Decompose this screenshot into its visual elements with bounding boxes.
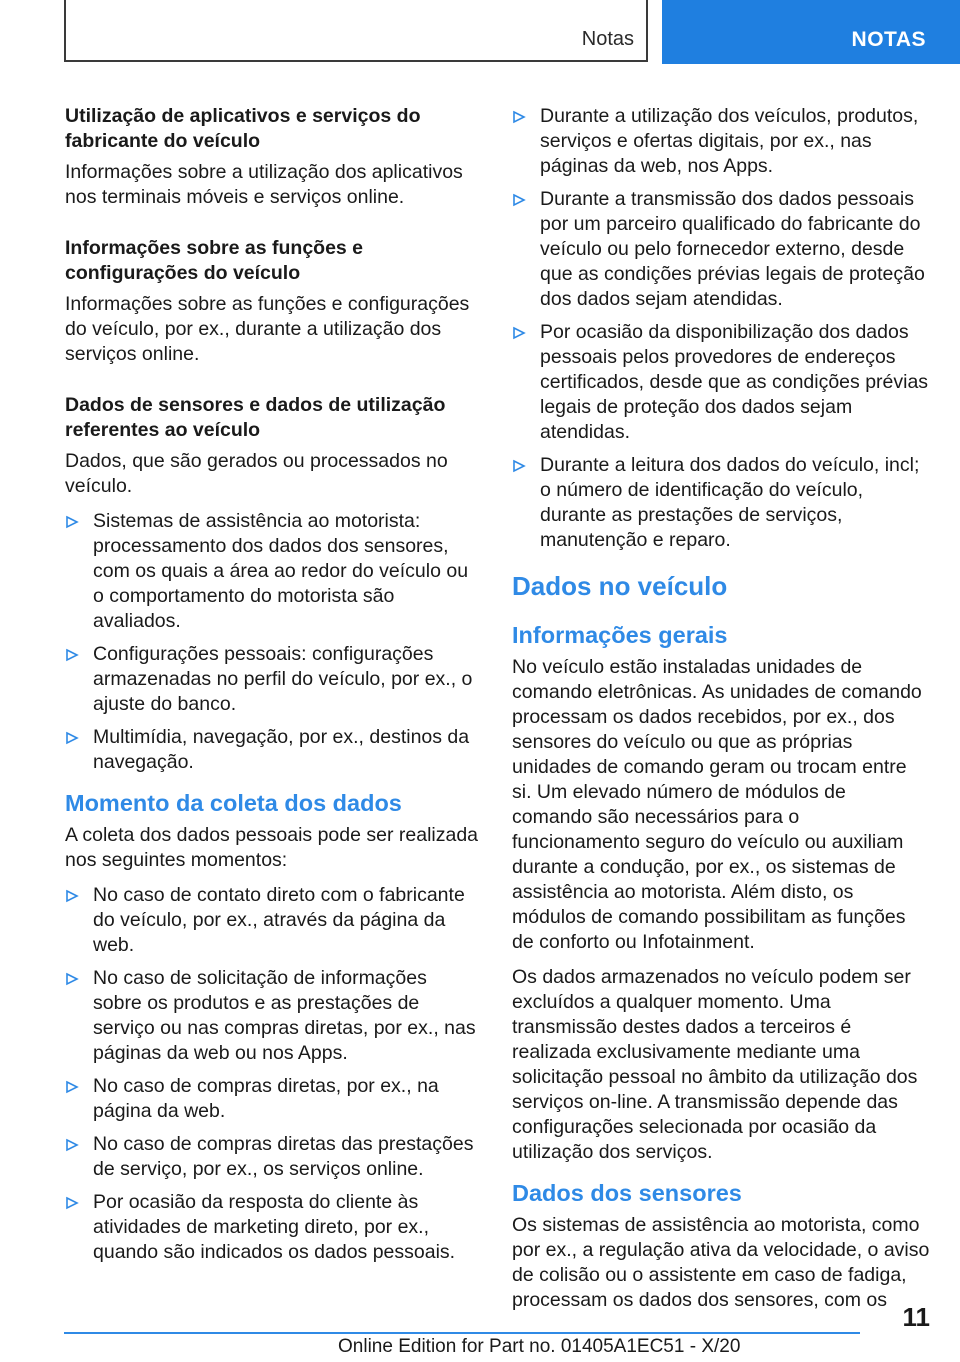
list-collection-moments-continued bbox=[512, 104, 930, 553]
list-collection-moments bbox=[65, 883, 480, 1265]
triangle-bullet-icon bbox=[65, 1134, 79, 1154]
subheading-functions: Informações sobre as funções e configurações do veículo bbox=[65, 237, 364, 284]
triangle-bullet-icon bbox=[512, 106, 526, 126]
paragraph-sensor-data: Os sistemas de assistência ao motorista, como por ex., a regulação ativa da velocidade, o aviso de colisão ou o assistente em caso de fadiga, processam os dados dos sensores, com os bbox=[512, 1214, 930, 1311]
list-item: No caso de solicitação de informações sobre os produtos e as prestações de serviço ou nas compras diretas, por ex., nas páginas da web ou nos Apps. bbox=[65, 966, 480, 1066]
triangle-bullet-icon bbox=[65, 885, 79, 905]
header-chapter-tab bbox=[662, 0, 960, 64]
right-column bbox=[512, 104, 930, 1323]
subheading-apps: Utilização de aplicativos e serviços do fabricante do veículo bbox=[65, 105, 421, 152]
list-item: No caso de contato direto com o fabricante do veículo, por ex., através da página da web. bbox=[65, 883, 480, 958]
paragraph-sensors-usage: Dados, que são gerados ou processados no veículo. bbox=[65, 450, 448, 497]
footer-divider bbox=[64, 1332, 860, 1334]
list-item: Durante a utilização dos veículos, produtos, serviços e ofertas digitais, por ex., nas páginas da web, nos Apps. bbox=[512, 104, 930, 179]
list-item: Durante a transmissão dos dados pessoais por um parceiro qualificado do fabricante do veículo ou pelo fornecedor externo, desde que as condições prévias legais de proteção dos dados sejam atendidas. bbox=[512, 187, 930, 312]
paragraph-general-info-1: No veículo estão instaladas unidades de comando eletrônicas. As unidades de comando processam os dados recebidos, por ex., dos sensores do veículo ou que as próprias unidades de comando geram ou trocam entre si. Um elevado número de módulos de comando são necessários para o funcionamento seguro do veículo ou auxiliam durante a condução, por ex., os sistemas de assistência ao motorista. Além disto, os módulos de comando possibilitam as funções de conforto ou Infotainment. bbox=[512, 656, 922, 953]
list-item: Multimídia, navegação, por ex., destinos da navegação. bbox=[65, 725, 480, 775]
triangle-bullet-icon bbox=[65, 511, 79, 531]
list-item: Por ocasião da disponibilização dos dados pessoais pelos provedores de endereços certificados, desde que as condições prévias legais de proteção dos dados sejam atendidas. bbox=[512, 320, 930, 445]
paragraph-collection-moment: A coleta dos dados pessoais pode ser realizada nos seguintes momentos: bbox=[65, 824, 479, 871]
paragraph-apps: Informações sobre a utilização dos aplicativos nos terminais móveis e serviços online. bbox=[65, 161, 463, 208]
triangle-bullet-icon bbox=[65, 644, 79, 664]
triangle-bullet-icon bbox=[512, 189, 526, 209]
header-section-box bbox=[64, 0, 648, 62]
footer-edition: Online Edition for Part no. 01405A1EC51 - X/20 bbox=[338, 1336, 741, 1357]
subheading-sensors-usage: Dados de sensores e dados de utilização referentes ao veículo bbox=[65, 394, 446, 441]
triangle-bullet-icon bbox=[65, 968, 79, 988]
triangle-bullet-icon bbox=[512, 322, 526, 342]
heading-general-info: Informações gerais bbox=[512, 622, 728, 648]
list-item: No caso de compras diretas, por ex., na página da web. bbox=[65, 1074, 480, 1124]
heading-collection-moment: Momento da coleta dos dados bbox=[65, 790, 402, 816]
list-item: Por ocasião da resposta do cliente às atividades de marketing direto, por ex., quando são indicados os dados pessoais. bbox=[65, 1190, 480, 1265]
list-item: Sistemas de assistência ao motorista: processamento dos dados dos sensores, com os quais a área ao redor do veículo ou o comportamento do motorista são avaliados. bbox=[65, 509, 480, 634]
heading-sensor-data: Dados dos sensores bbox=[512, 1180, 742, 1206]
triangle-bullet-icon bbox=[65, 1076, 79, 1096]
header-section-label: Notas bbox=[581, 28, 634, 50]
page-number: 11 bbox=[902, 1302, 930, 1332]
list-item: Configurações pessoais: configurações armazenadas no perfil do veículo, por ex., o ajuste do banco. bbox=[65, 642, 480, 717]
header-chapter-label: NOTAS bbox=[851, 28, 926, 51]
triangle-bullet-icon bbox=[65, 1192, 79, 1212]
heading-vehicle-data: Dados no veículo bbox=[512, 571, 728, 601]
triangle-bullet-icon bbox=[65, 727, 79, 747]
paragraph-functions: Informações sobre as funções e configurações do veículo, por ex., durante a utilização dos serviços online. bbox=[65, 293, 470, 365]
paragraph-general-info-2: Os dados armazenados no veículo podem ser excluídos a qualquer momento. Uma transmissão destes dados a terceiros é realizada exclusivamente mediante uma solicitação pessoal no âmbito da utilização dos serviços on-line. A transmissão depende das configurações selecionada por ocasião da utilização dos serviços. bbox=[512, 966, 918, 1163]
list-item: Durante a leitura dos dados do veículo, incl; o número de identificação do veículo, durante as prestações de serviços, manutenção e reparo. bbox=[512, 453, 930, 553]
left-column bbox=[65, 104, 480, 1273]
list-sensor-data bbox=[65, 509, 480, 775]
list-item: No caso de compras diretas das prestações de serviço, por ex., os serviços online. bbox=[65, 1132, 480, 1182]
triangle-bullet-icon bbox=[512, 455, 526, 475]
